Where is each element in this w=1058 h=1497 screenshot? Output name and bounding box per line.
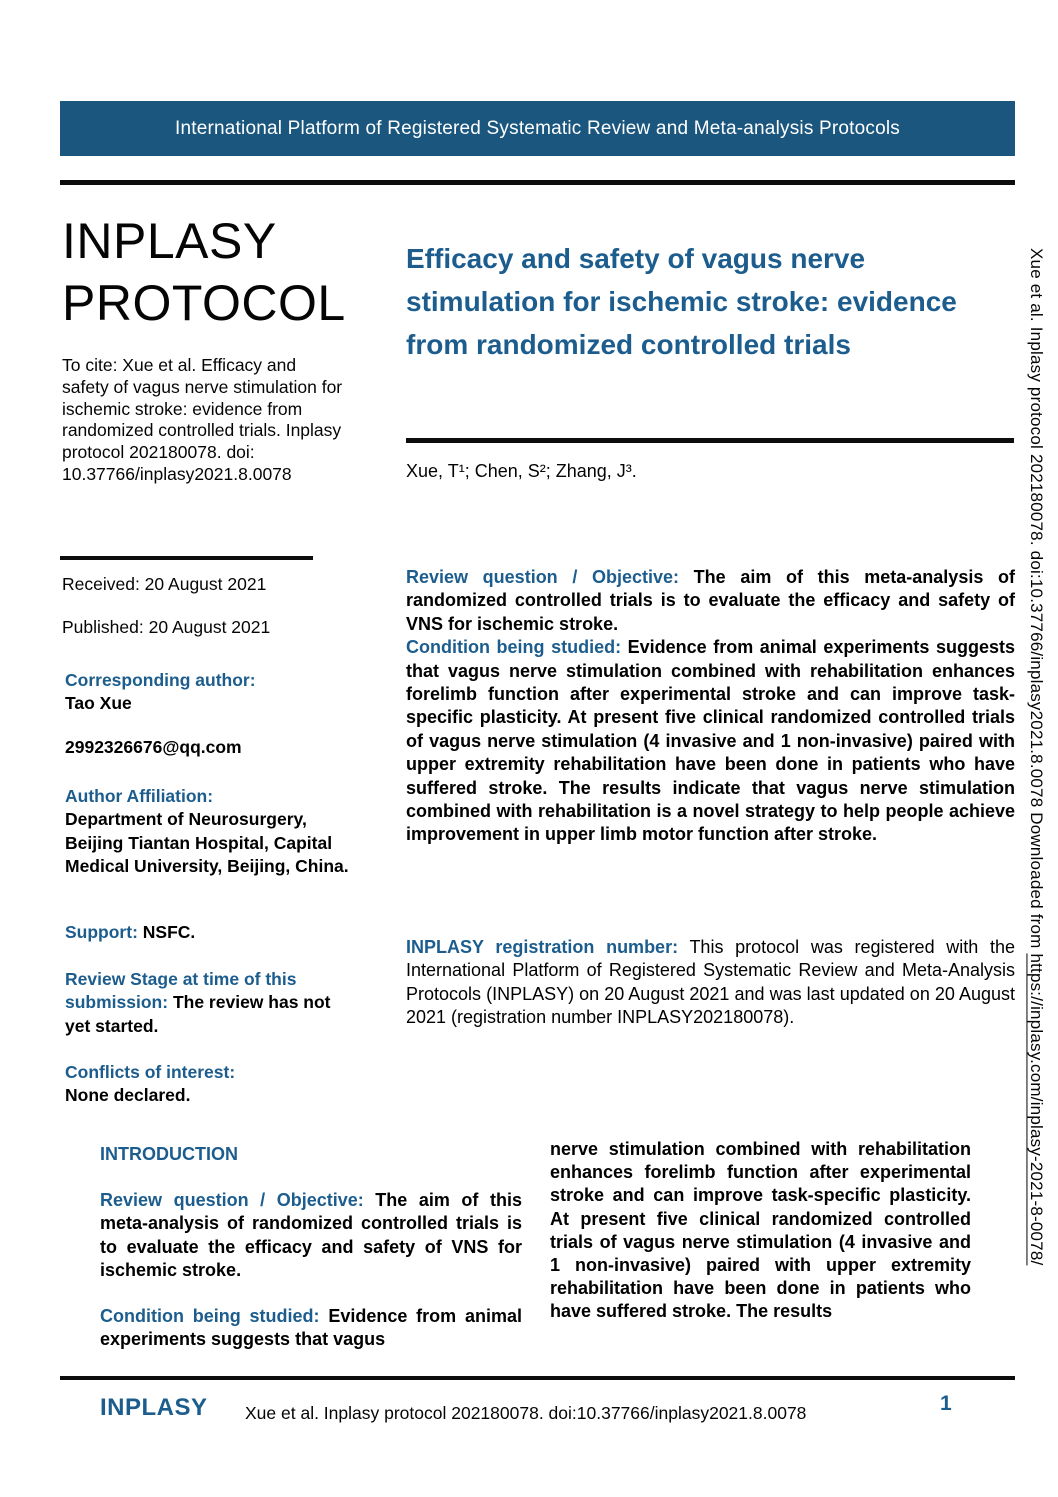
review-question-body: The aim of this meta-analysis of randomized controlled trials is to evaluate the efficacy and safety of VNS for ischemic stroke. [406, 567, 1015, 634]
intro-condition-label: Condition being studied: [100, 1306, 320, 1327]
registration-paragraph [406, 936, 1015, 1030]
top-divider [60, 180, 1015, 185]
corresponding-author-block [65, 669, 355, 716]
registration-label: INPLASY registration number: [406, 937, 679, 957]
corresponding-author-name: Tao Xue [65, 693, 132, 714]
footer-divider [60, 1376, 1015, 1380]
review-stage-label: Review Stage at time of this submission: [65, 969, 297, 1013]
footer-inplasy-logo: INPLASY [100, 1394, 208, 1421]
sidebar-download-note [1026, 248, 1046, 1393]
inplasy-protocol-wordmark [62, 210, 346, 334]
page-number: 1 [940, 1392, 952, 1415]
wordmark-line2: PROTOCOL [62, 275, 346, 331]
conflicts-label: Conflicts of interest: [65, 1062, 236, 1082]
abstract-paragraphs [406, 566, 1015, 847]
published-date: Published: 20 August 2021 [62, 617, 271, 637]
review-question-paragraph [406, 566, 1015, 636]
to-cite-text: To cite: Xue et al. Efficacy and safety of vagus nerve stimulation for ischemic stroke: evidence from randomized controlled trials. Inplasy protocol 202180078. doi: 10.37766/inplasy2021.8.0078 [62, 355, 343, 484]
corresponding-author-label: Corresponding author: [65, 670, 256, 690]
intro-review-question-body: The aim of this meta-analysis of randomized controlled trials is to evaluate the efficacy and safety of VNS for ischemic stroke. [100, 1190, 522, 1280]
title-divider [406, 438, 1014, 443]
review-stage-value: The review has not yet started. [65, 992, 331, 1036]
sidebar-citation-text: Xue et al. Inplasy protocol 202180078. doi:10.37766/inplasy2021.8.0078 Downloaded from [1027, 248, 1046, 954]
author-affiliation-label: Author Affiliation: [65, 786, 214, 806]
introduction-left-column [100, 1143, 522, 1374]
condition-body: Evidence from animal experiments suggests that vagus nerve stimulation combined with rehabilitation enhances forelimb function after experimental stroke and can improve task-specific plasticity. At present five clinical randomized controlled trials of vagus nerve stimulation (4 invasive and 1 non-invasive) paired with upper extremity rehabilitation have been done in patients who have suffered stroke. The results indicate that vagus nerve stimulation combined with rehabilitation is a novel strategy to help people achieve improvement in upper limb motor function after stroke. [406, 637, 1015, 845]
intro-review-question-paragraph [100, 1189, 522, 1282]
header-banner [60, 101, 1015, 156]
introduction-heading: INTRODUCTION [100, 1144, 238, 1164]
received-date: Received: 20 August 2021 [62, 574, 267, 594]
author-affiliation-text: Department of Neurosurgery, Beijing Tiantan Hospital, Capital Medical University, Beijing, China. [65, 809, 349, 876]
author-affiliation-block [65, 785, 355, 878]
support-value: NSFC. [142, 922, 196, 942]
intro-condition-body: Evidence from animal experiments suggests that vagus [100, 1306, 522, 1350]
article-title: Efficacy and safety of vagus nerve stimulation for ischemic stroke: evidence from randomized controlled trials [406, 243, 957, 360]
footer-citation: Xue et al. Inplasy protocol 202180078. doi:10.37766/inplasy2021.8.0078 [245, 1403, 807, 1423]
left-column-divider [60, 556, 313, 560]
intro-continuation-text: nerve stimulation combined with rehabilitation enhances forelimb function after experimental stroke and can improve task-specific plasticity. At present five clinical randomized controlled trials of vagus nerve stimulation (4 invasive and 1 non-invasive) paired with upper extremity rehabilitation have been done in patients who have suffered stroke. The results [550, 1139, 971, 1322]
corresponding-author-email: 2992326676@qq.com [65, 737, 242, 757]
author-list: Xue, T¹; Chen, S²; Zhang, J³. [406, 461, 637, 481]
conflicts-block [65, 1061, 355, 1108]
sidebar-download-link[interactable]: https://inplasy.com/inplasy-2021-8-0078/ [1027, 953, 1046, 1266]
intro-condition-paragraph [100, 1305, 522, 1351]
wordmark-line1: INPLASY [62, 213, 277, 269]
condition-paragraph [406, 636, 1015, 847]
registration-body: This protocol was registered with the International Platform of Registered Systematic Review and Meta-Analysis Protocols (INPLASY) on 20 August 2021 and was last updated on 20 August 2021 (registration number INPLASY202180078). [406, 937, 1015, 1028]
header-banner-text: International Platform of Registered Systematic Review and Meta-analysis Protocols [175, 117, 900, 139]
conflicts-value: None declared. [65, 1085, 191, 1106]
review-question-label: Review question / Objective: [406, 567, 680, 587]
condition-label: Condition being studied: [406, 637, 622, 658]
support-label: Support: [65, 922, 138, 942]
review-stage-block [65, 968, 337, 1038]
introduction-right-column [550, 1138, 971, 1347]
intro-review-question-label: Review question / Objective: [100, 1190, 364, 1211]
support-block [65, 921, 195, 944]
